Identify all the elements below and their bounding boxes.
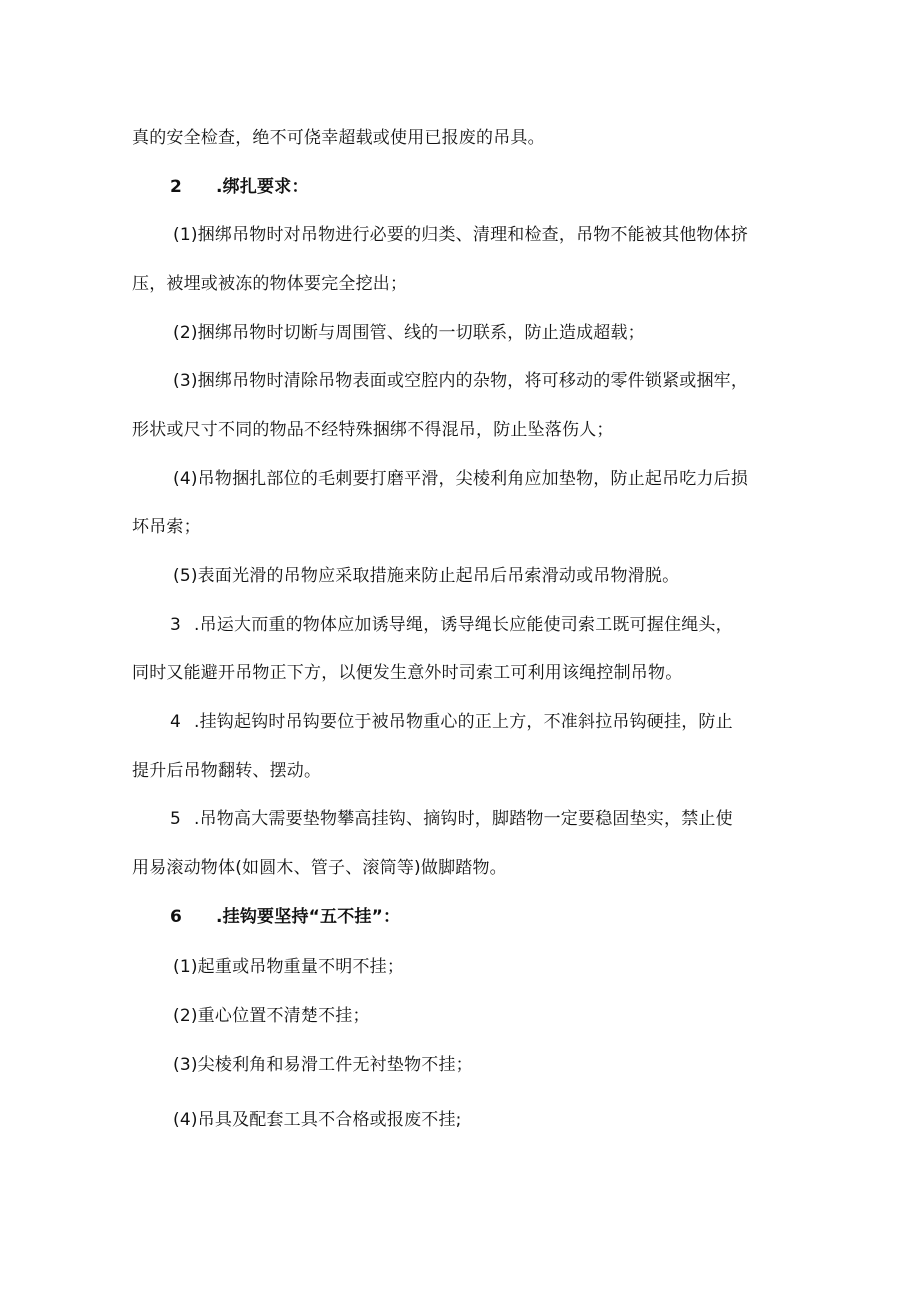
text-line: 形状或尺寸不同的物品不经特殊捆绑不得混吊，防止坠落伤人；	[132, 420, 614, 440]
section-heading-hooking	[170, 905, 400, 929]
text-line: 用易滚动物体(如圆木、管子、滚筒等)做脚踏物。	[132, 858, 507, 878]
numbered-item	[170, 710, 733, 734]
text-line: (4)吊具及配套工具不合格或报废不挂;	[173, 1110, 462, 1130]
text-line: 真的安全检查，绝不可侥幸超载或使用已报废的吊具。	[132, 128, 545, 148]
item-number: 4	[170, 712, 182, 732]
item-number: 3	[170, 615, 182, 635]
section-heading-binding	[170, 175, 309, 199]
text-line: (5)表面光滑的吊物应采取措施来防止起吊后吊索滑动或吊物滑脱。	[173, 566, 680, 586]
numbered-item	[170, 807, 733, 831]
text-line: 压，被埋或被冻的物体要完全挖出；	[132, 274, 408, 294]
text-line: (3)捆绑吊物时清除吊物表面或空腔内的杂物，将可移动的零件锁紧或捆牢，	[173, 371, 749, 391]
section-number: 2	[170, 177, 183, 197]
text-line: (2)捆绑吊物时切断与周围管、线的一切联系，防止造成超载；	[173, 323, 645, 343]
numbered-item	[170, 613, 733, 637]
text-line: (1)捆绑吊物时对吊物进行必要的归类、清理和检查，吊物不能被其他物体挤	[173, 225, 749, 245]
section-title: .挂钩要坚持“五不挂”：	[216, 907, 401, 927]
text-line: (3)尖棱利角和易滑工件无衬垫物不挂；	[173, 1055, 473, 1075]
item-text: .挂钩起钩时吊钩要位于被吊物重心的正上方，不准斜拉吊钩硬挂，防止	[194, 712, 733, 732]
text-line: (1)起重或吊物重量不明不挂；	[173, 957, 405, 977]
text-line: 同时又能避开吊物正下方，以便发生意外时司索工可利用该绳控制吊物。	[132, 663, 683, 683]
text-line: (2)重心位置不清楚不挂；	[173, 1006, 370, 1026]
item-text: .吊运大而重的物体应加诱导绳，诱导绳长应能使司索工既可握住绳头，	[194, 615, 733, 635]
text-line: 提升后吊物翻转、摆动。	[132, 761, 322, 781]
item-number: 5	[170, 809, 182, 829]
item-text: .吊物高大需要垫物攀高挂钩、摘钩时，脚踏物一定要稳固垫实，禁止使	[194, 809, 733, 829]
section-number: 6	[170, 907, 183, 927]
text-line: (4)吊物捆扎部位的毛刺要打磨平滑，尖棱利角应加垫物，防止起吊吃力后损	[173, 469, 749, 489]
text-line: 坏吊索；	[132, 517, 201, 537]
section-title: .绑扎要求：	[216, 177, 309, 197]
